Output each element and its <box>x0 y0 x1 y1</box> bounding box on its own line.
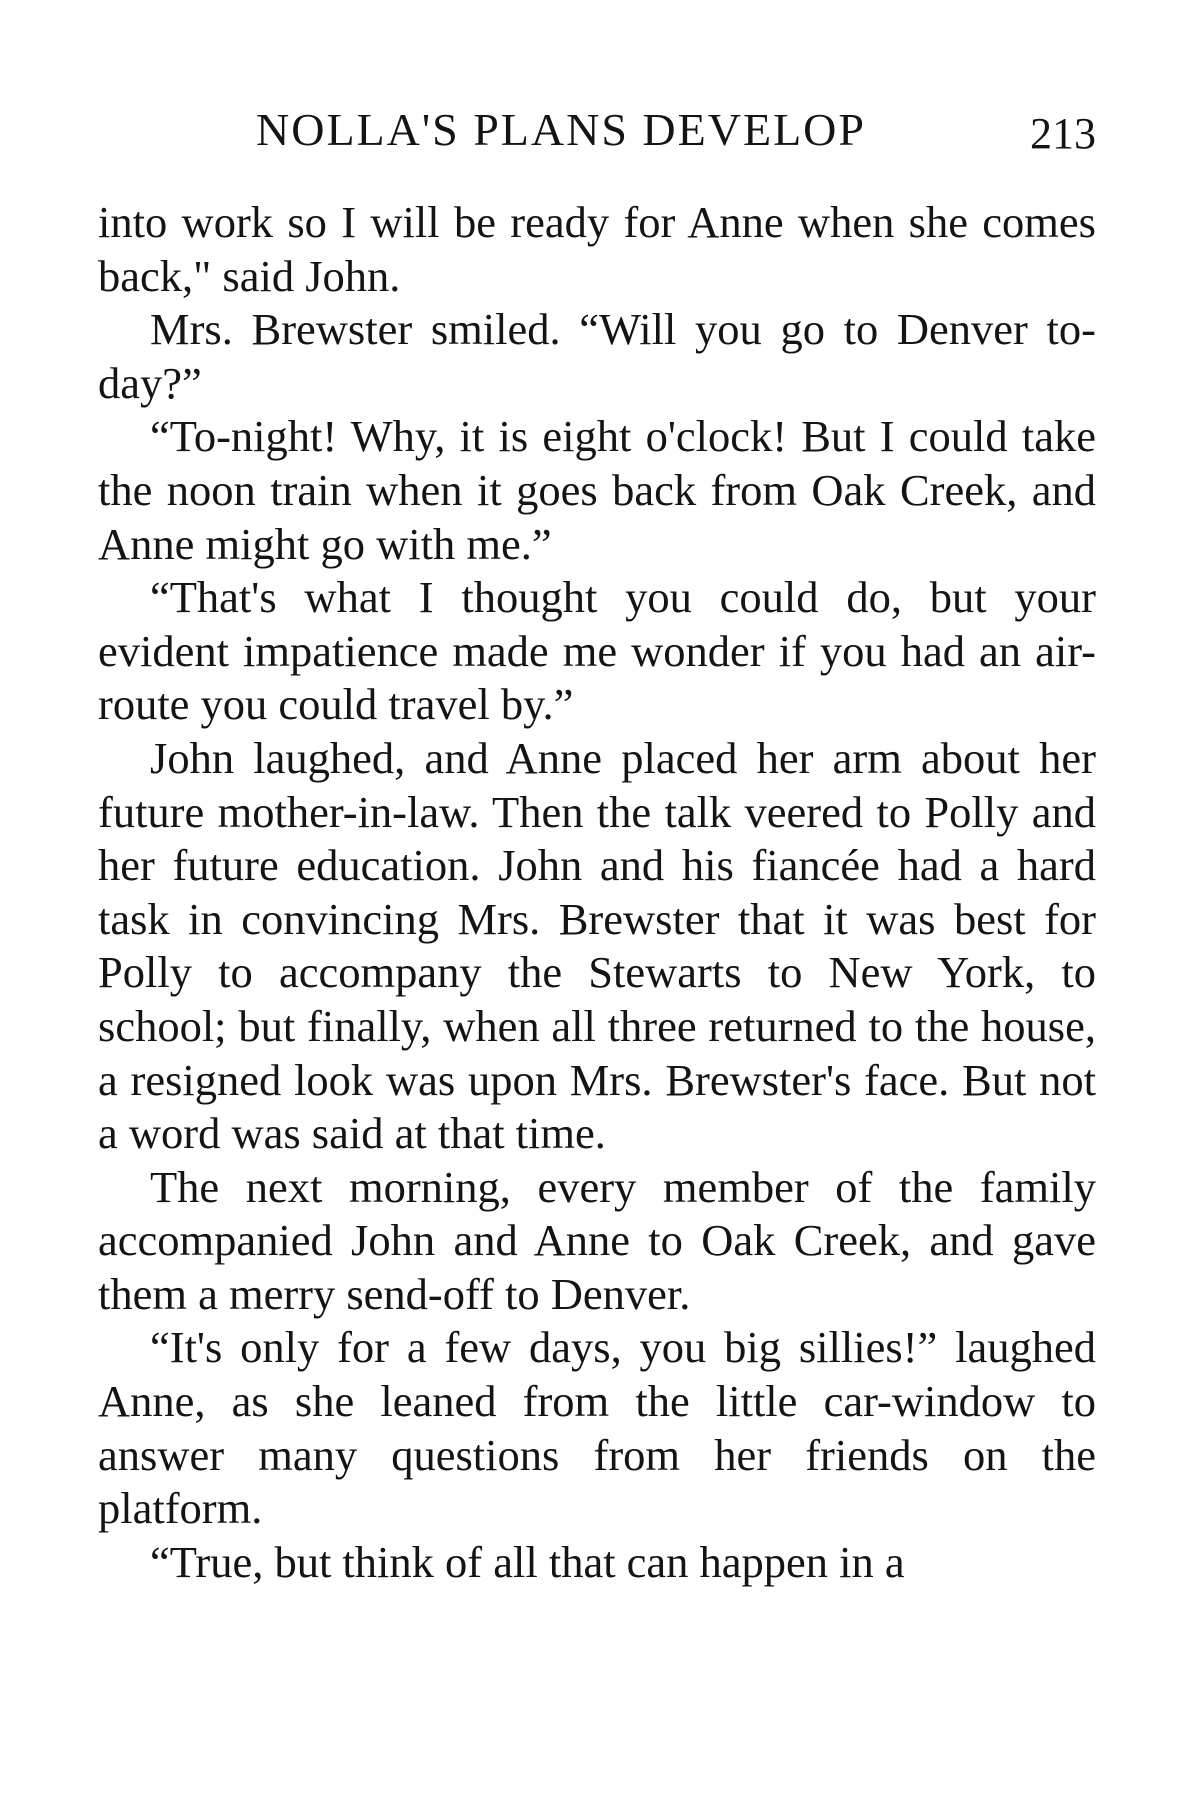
paragraph: “To-night! Why, it is eight o'clock! But I could take the noon train when it goes back from Oak Creek, and Anne might go with me.” <box>98 411 1096 569</box>
paragraph: “That's what I thought you could do, but your evident impatience made me wonder if you had an air-route you could travel by.” <box>98 572 1096 730</box>
paragraph: The next morning, every member of the family accompanied John and Anne to Oak Creek, and gave them a merry send-off to Denver. <box>98 1161 1096 1319</box>
page-number: 213 <box>1030 109 1096 158</box>
paragraph: John laughed, and Anne placed her arm about her future mother-in-law. Then the talk veered to Polly and her future education. John and his fiancée had a hard task in convincing Mrs. Brewster that it was best for Polly to accompany the Stewarts to New York, to school; but finally, when all three returned to the house, a resigned look was upon Mrs. Brewster's face. But not a word was said at that time. <box>98 732 1096 1159</box>
body-text <box>98 196 1096 1589</box>
paragraph: “It's only for a few days, you big sillies!” laughed Anne, as she leaned from the little car-window to answer many questions from her friends on the platform. <box>98 1322 1096 1534</box>
paragraph: “True, but think of all that can happen in a <box>150 1536 905 1587</box>
paragraph-continued: into work so I will be ready for Anne when she comes back," said John. <box>98 197 1096 301</box>
running-title: NOLLA'S PLANS DEVELOP <box>256 104 866 155</box>
page-header <box>98 92 1096 162</box>
paragraph: Mrs. Brewster smiled. “Will you go to Denver to-day?” <box>98 304 1096 408</box>
